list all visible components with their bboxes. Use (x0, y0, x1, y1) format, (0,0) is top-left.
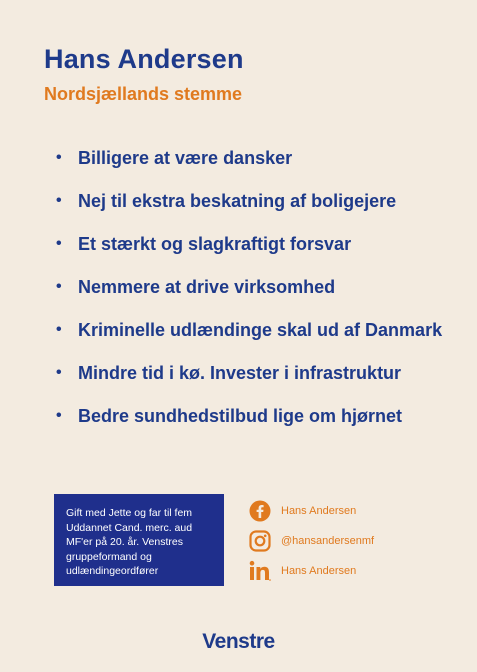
policy-list (56, 146, 446, 447)
bullet-icon: • (56, 321, 62, 338)
policy-text: Bedre sundhedstilbud lige om hjørnet (78, 406, 403, 426)
bullet-icon: • (56, 364, 62, 381)
policy-item (56, 232, 446, 256)
bio-line: Uddannet Cand. merc. aud (66, 521, 193, 534)
party-logo: Venstre (202, 630, 275, 653)
policy-text: Et stærkt og slagkraftigt forsvar (78, 234, 352, 254)
policy-item (56, 318, 446, 342)
policy-item (56, 146, 446, 170)
bullet-icon: • (56, 278, 62, 295)
social-facebook[interactable] (249, 500, 374, 522)
candidate-name: Hans Andersen (44, 44, 244, 74)
bullet-icon: • (56, 192, 62, 209)
bio-line: gruppeformand og (66, 550, 152, 563)
facebook-icon (249, 500, 271, 522)
social-links (249, 500, 374, 590)
bullet-icon: • (56, 149, 62, 166)
policy-text: Nemmere at drive virksomhed (78, 277, 336, 297)
bullet-icon: • (56, 407, 62, 424)
policy-item (56, 361, 446, 385)
policy-item (56, 189, 446, 213)
policy-text: Kriminelle udlændinge skal ud af Danmark (78, 320, 443, 340)
social-linkedin[interactable] (249, 560, 374, 582)
policy-text: Billigere at være dansker (78, 148, 293, 168)
policy-item (56, 404, 446, 428)
bio-line: Gift med Jette og far til fem (66, 507, 193, 519)
policy-item (56, 275, 446, 299)
bio-line: udlændingeordfører (66, 565, 159, 577)
social-label: Hans Andersen (281, 565, 357, 577)
social-label: Hans Andersen (281, 505, 357, 517)
bullet-icon: • (56, 235, 62, 252)
policy-text: Nej til ekstra beskatning af boligejere (78, 191, 397, 211)
linkedin-icon (249, 560, 271, 582)
bio-line: MF'er på 20. år. Venstres (66, 536, 183, 548)
instagram-icon (249, 530, 271, 552)
candidate-tagline: Nordsjællands stemme (44, 84, 243, 104)
policy-text: Mindre tid i kø. Invester i infrastruktur (78, 363, 402, 383)
bio-box (54, 494, 224, 586)
social-instagram[interactable] (249, 530, 374, 552)
social-label: @hansandersenmf (281, 535, 375, 547)
